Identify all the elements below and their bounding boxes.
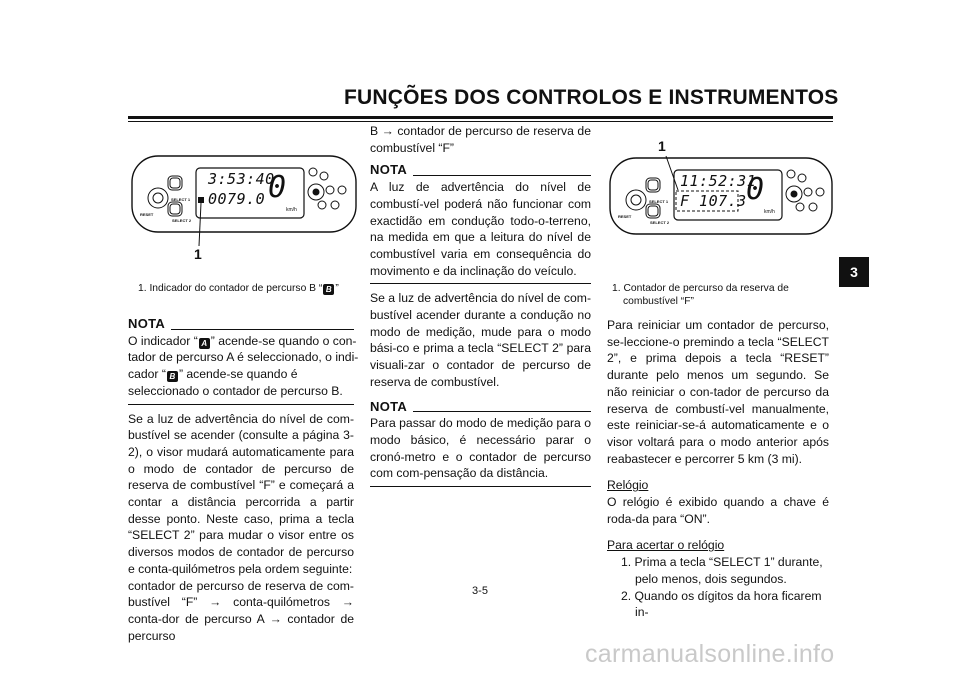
header-rule-thin: [128, 121, 833, 122]
lcd-fuel-trip: F 107.3: [680, 192, 747, 210]
nota-text-line: cador “ B ” acende-se quando é: [128, 367, 298, 382]
page-title: FUNÇÕES DOS CONTROLOS E INSTRUMENTOS: [344, 86, 839, 109]
page-number: 3-5: [472, 585, 488, 597]
trip-b-indicator-icon: B: [323, 284, 334, 295]
figure-instrument-fuel-reserve: [606, 138, 836, 258]
nota-heading: NOTA: [370, 399, 591, 416]
nota-end-rule: [128, 404, 354, 405]
header-rule: [128, 116, 833, 119]
nota-heading: NOTA: [370, 162, 591, 179]
nota-end-rule: [370, 486, 591, 487]
nota-text-line: tador de percurso A é seleccionado, o indi-: [128, 350, 359, 365]
section-heading-clock: Relógio: [607, 478, 649, 493]
figure-instrument-trip-b: [128, 150, 360, 260]
speed-unit: km/h: [286, 207, 297, 213]
section-heading-set-clock: Para acertar o relógio: [607, 538, 725, 553]
reset-label: RESET: [140, 212, 154, 217]
nota-text-line: seleccionado o contador de percurso B.: [128, 383, 343, 398]
watermark: carmanualsonline.info: [585, 640, 835, 668]
trip-a-indicator-icon: A: [199, 338, 210, 349]
select1-label: SELECT 1: [171, 197, 191, 202]
chapter-tab: 3: [839, 257, 869, 287]
column-1: [128, 316, 359, 644]
select1-label: SELECT 1: [649, 199, 669, 204]
lcd-speed: 0: [268, 170, 287, 205]
clock-paragraph: O relógio é exibido quando a chave é roda-da para “ON”.: [607, 495, 829, 526]
body-paragraph: Para reiniciar um contador de percurso, se-leccione-o premindo a tecla “SELECT 2”, e prima depois a tecla “RESET” durante pelo menos um segundo. Se não reiniciar o con-tador de percurso da reserva de combustí-vel manualmente, este reiniciar-se-á automaticamente e o visor voltará para o modo anterior após reabastecer e percorrer 5 km (3 mi).: [607, 318, 829, 466]
nota-heading: NOTA: [128, 316, 354, 333]
figure1-caption: 1. Indicador do contador de percurso B “ B ”: [138, 283, 339, 294]
step-item: 2. Quando os dígitos da hora ficarem in-: [621, 588, 822, 620]
nota-text: Para passar do modo de medição para o modo básico, é necessário parar o cronó-metro e o contador de percurso com com-pensação da distância.: [370, 416, 591, 481]
trip-b-indicator-icon: B: [167, 371, 178, 382]
nota-end-rule: [370, 283, 591, 284]
reset-label: RESET: [618, 214, 632, 219]
lcd-clock: 11:52:31: [680, 172, 757, 190]
nota-text: A luz de advertência do nível de combustí-vel poderá não funcionar com exactidão em condução todo-o-terreno, na medida em que a leitura do nível de combustível varia em consequência do movimento e da inclinação do veículo.: [370, 180, 591, 278]
speed-unit: km/h: [764, 209, 775, 215]
body-paragraph: Se a luz de advertência do nível de com-bustível se acender (consulte a página 3-2), o visor mudará automaticamente para o modo de contador de percurso de reserva de combustível “F” e começará a contar a distância percorrida a partir desse ponto. Neste caso, prima a tecla “SELECT 2” para mudar o visor entre os diversos modos de contador de percurso e conta-quilómetros pela ordem seguinte:: [128, 411, 354, 576]
nota-text-line: O indicador “ A ” acende-se quando o con-: [128, 333, 357, 348]
lcd-odometer: 0079.0: [208, 190, 266, 208]
body-paragraph: Se a luz de advertência do nível de com-bustível acender durante a condução no modo de medição, mude para o modo bási-co e prima a tecla “SELECT 2” para visuali-zar o contador de percurso de reserva de combustível.: [370, 291, 591, 389]
figure2-caption: 1. Contador de percurso da reserva de combustível “F”: [612, 283, 789, 307]
select2-label: SELECT 2: [172, 218, 192, 223]
lcd-speed: 0: [746, 172, 765, 207]
column-2: [370, 123, 591, 487]
column-3: [607, 317, 829, 621]
select2-label: SELECT 2: [650, 220, 670, 225]
callout-number: 1: [194, 246, 202, 262]
mode-sequence: contador de percurso de reserva de com-bustível “F” → conta-quilómetros → conta-dor de percurso A → contador de percurso: [128, 578, 354, 643]
sequence-continuation: B → contador de percurso de reserva de combustível “F”: [370, 124, 591, 155]
step-item: 1. Prima a tecla “SELECT 1” durante, pelo menos, dois segundos.: [621, 555, 823, 586]
callout-number: 1: [658, 138, 666, 154]
lcd-clock: 3:53:40: [208, 170, 275, 188]
